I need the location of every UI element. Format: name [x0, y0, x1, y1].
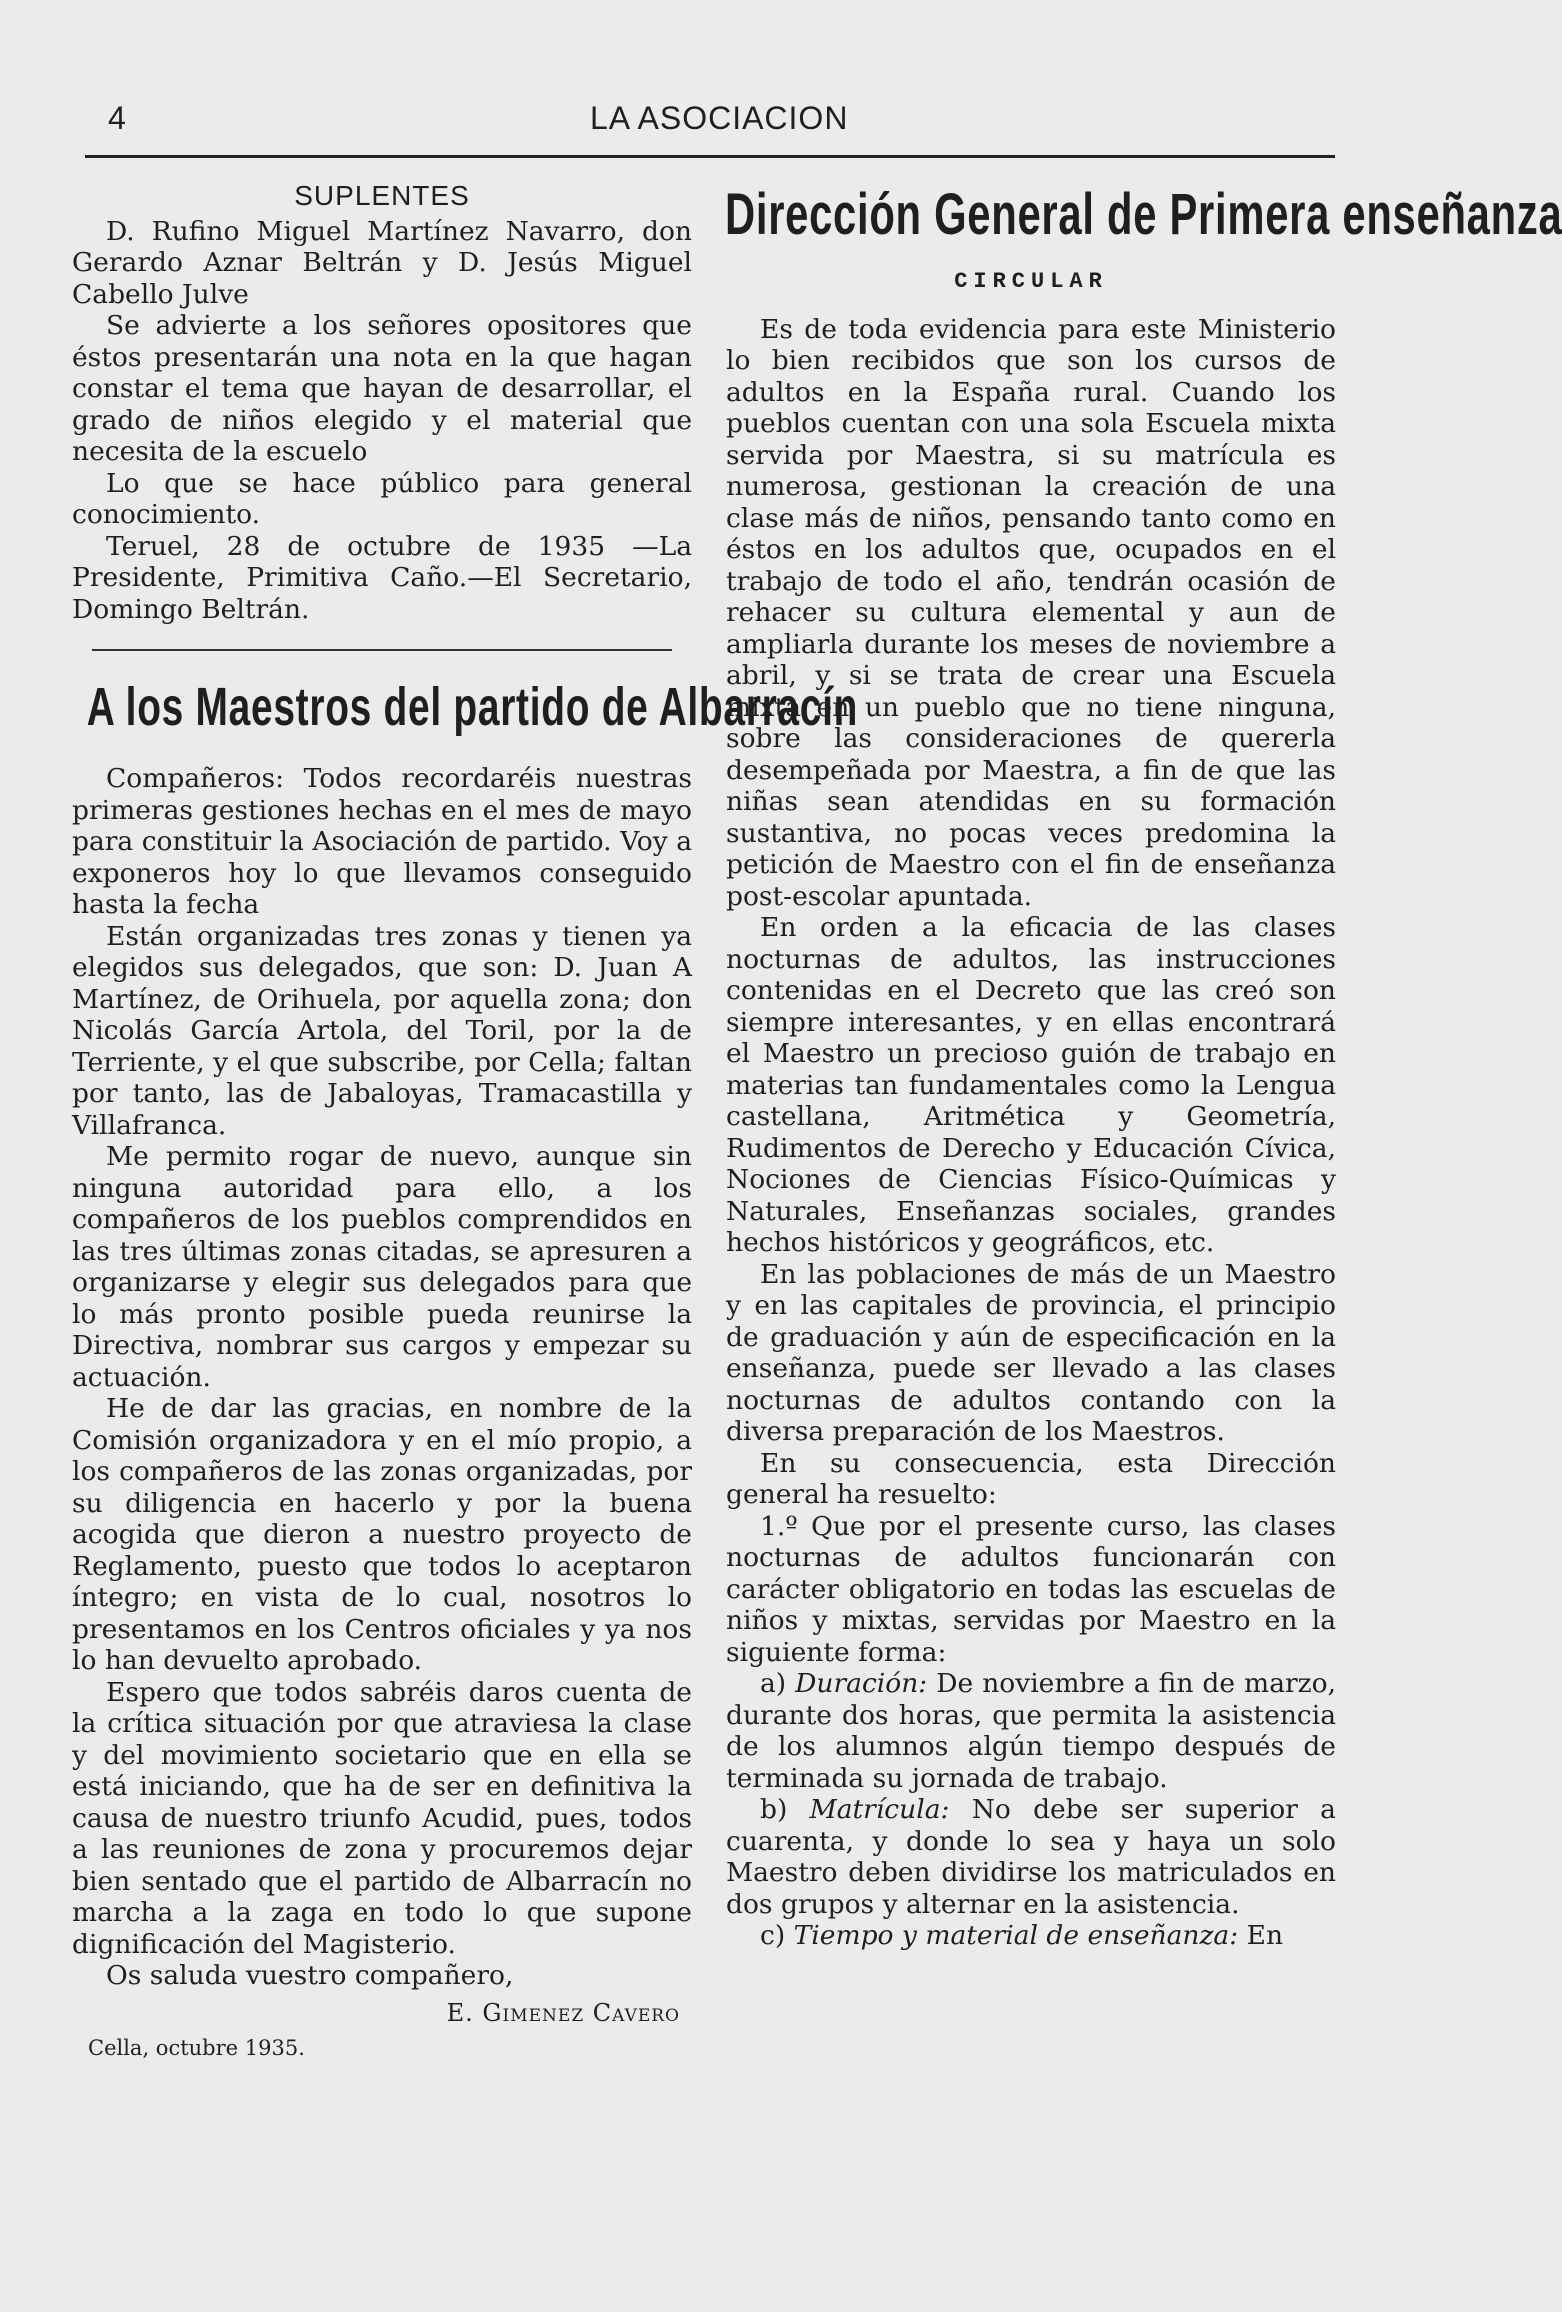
suplentes-paragraph: Se advierte a los señores opositores que éstos presentarán una nota en la que hagan constar el tema que hayan de desarrollar, el grado de niños elegido y el material que necesita de la escuelo [72, 310, 692, 467]
article-paragraph: Están organizadas tres zonas y tienen ya elegidos sus delegados, que son: D. Juan A Martínez, de Orihuela, por aquella zona; don Nicolás García Artola, del Toril, por la de Terriente, y el que subscribe, por Cella; faltan por tanto, las de Jabaloyas, Tramacastilla y Villafranca. [72, 920, 692, 1141]
article-dateline: Cella, octubre 1935. [88, 2036, 305, 2060]
circular-item [726, 1794, 1336, 1920]
circular-paragraph: Es de toda evidencia para este Ministerio lo bien recibidos que son los cursos de adultos en la España rural. Cuando los pueblos cuentan con una sola Escuela mixta servida por Maestra, si su matrícula es numerosa, gestionan la creación de una clase más de niños, pensando tanto como en éstos en los adultos que, ocupados en el trabajo de todo el año, tendrán ocasión de rehacer su cultura elemental y aun de ampliarla durante los meses de noviembre a abril, y si se trata de crear una Escuela mixta en un pueblo que no tiene ninguna, sobre las consideraciones de quererla desempeñada por Maestra, a fin de que las niñas sean atendidas en su formación sustantiva, no pocas veces predomina la petición de Maestro con el fin de enseñanza post-escolar apuntada. [726, 313, 1336, 912]
item-text: No debe ser superior a cuarenta, y donde lo sea y haya un solo Maestro deben dividirse los matriculados en dos grupos y alternar en la asistencia. [726, 1794, 1336, 1920]
suplentes-heading: SUPLENTES [294, 180, 470, 211]
item-text: De noviembre a fin de marzo, durante dos horas, que permita la asistencia de los alumnos algún tiempo después de terminada su jornada de trabajo. [726, 1668, 1336, 1794]
left-column [72, 180, 859, 2065]
journal-title: LA ASOCIACION [590, 100, 849, 136]
circular-paragraph: En su consecuencia, esta Dirección general ha resuelto: [726, 1447, 1336, 1510]
page-number: 4 [108, 100, 126, 136]
suplentes-paragraph: Lo que se hace público para general conocimiento. [72, 467, 692, 530]
running-header [0, 100, 1437, 160]
item-term: Duración: [795, 1668, 928, 1699]
article-closing: Os saluda vuestro compañero, [106, 1960, 514, 1991]
signature-name: E. Gimenez Cavero [446, 1998, 680, 2027]
suplentes-paragraph: D. Rufino Miguel Martínez Navarro, don Gerardo Aznar Beltrán y D. Jesús Miguel Cabello Julve [72, 215, 692, 310]
circular-paragraph: En orden a la eficacia de las clases nocturnas de adultos, las instrucciones contenidas en el Decreto que las creó son siempre interesantes, y en ellas encontrará el Maestro un precioso guión de trabajo en materias tan fundamentales como la Lengua castellana, Aritmética y Geometría, Rudimentos de Derecho y Educación Cívica, Nociones de Ciencias Físico-Químicas y Naturales, Enseñanzas sociales, grandes hechos históricos y geográficos, etc. [726, 912, 1336, 1258]
circular-paragraph: 1.º Que por el presente curso, las clases nocturnas de adultos funcionarán con carácter obligatorio en todas las escuelas de niños y mixtas, servidas por Maestro en la siguiente forma: [726, 1510, 1336, 1668]
albarracin-article-title: A los Maestros del partido de Albarracín [86, 677, 859, 737]
circular-paragraph: En las poblaciones de más de un Maestro y en las capitales de provincia, el principio de graduación y aún de especificación en la enseñanza, puede ser llevado a las clases nocturnas de adultos contando con la diversa preparación de los Maestros. [726, 1258, 1336, 1447]
suplentes-paragraph: Teruel, 28 de octubre de 1935 —La Presidente, Primitiva Caño.—El Secretario, Domingo Beltrán. [72, 530, 692, 625]
article-paragraph: Me permito rogar de nuevo, aunque sin ninguna autoridad para ello, a los compañeros de los pueblos comprendidos en las tres últimas zonas citadas, se apresuren a organizarse y elegir sus delegados para que lo más pronto posible pueda reunirse la Directiva, nombrar sus cargos y empezar su actuación. [72, 1141, 692, 1393]
circular-item [726, 1668, 1336, 1794]
item-label: c) [760, 1920, 786, 1951]
item-term: Tiempo y material de enseñanza: [793, 1920, 1239, 1951]
header-divider [85, 155, 1335, 158]
circular-item [726, 1920, 1336, 1952]
right-column [725, 180, 1562, 1952]
article-signature [72, 1998, 692, 2030]
item-term: Matrícula: [809, 1794, 950, 1825]
section-divider [92, 649, 672, 651]
circular-title: Dirección General de Primera enseñanza [725, 182, 1562, 247]
article-paragraph: Espero que todos sabréis daros cuenta de la crítica situación por que atraviesa la clase y del movimiento societario que en ella se está iniciando, que ha de ser en definitiva la causa de nuestro triunfo Acudid, pues, todos a las reuniones de zona y procuremos dejar bien sentado que el partido de Albarracín no marcha a la zaga en todo lo que supone dignificación del Magisterio. [72, 1676, 692, 1960]
article-paragraph: He de dar las gracias, en nombre de la Comisión organizadora y en el mío propio, a los compañeros de las zonas organizadas, por su diligencia en hacerlo y por la buena acogida que dieron a nuestro proyecto de Reglamento, puesto que todos lo aceptaron íntegro; en vista de lo cual, nosotros lo presentamos en los Centros oficiales y ya nos lo han devuelto aprobado. [72, 1393, 692, 1676]
item-label: b) [760, 1794, 788, 1825]
item-text: En [1246, 1920, 1284, 1951]
item-label: a) [760, 1668, 787, 1699]
article-paragraph: Compañeros: Todos recordaréis nuestras primeras gestiones hechas en el mes de mayo para constituir la Asociación de partido. Voy a exponeros hoy lo que llevamos conseguido hasta la fecha [72, 763, 692, 920]
circular-subtitle: CIRCULAR [954, 269, 1108, 294]
